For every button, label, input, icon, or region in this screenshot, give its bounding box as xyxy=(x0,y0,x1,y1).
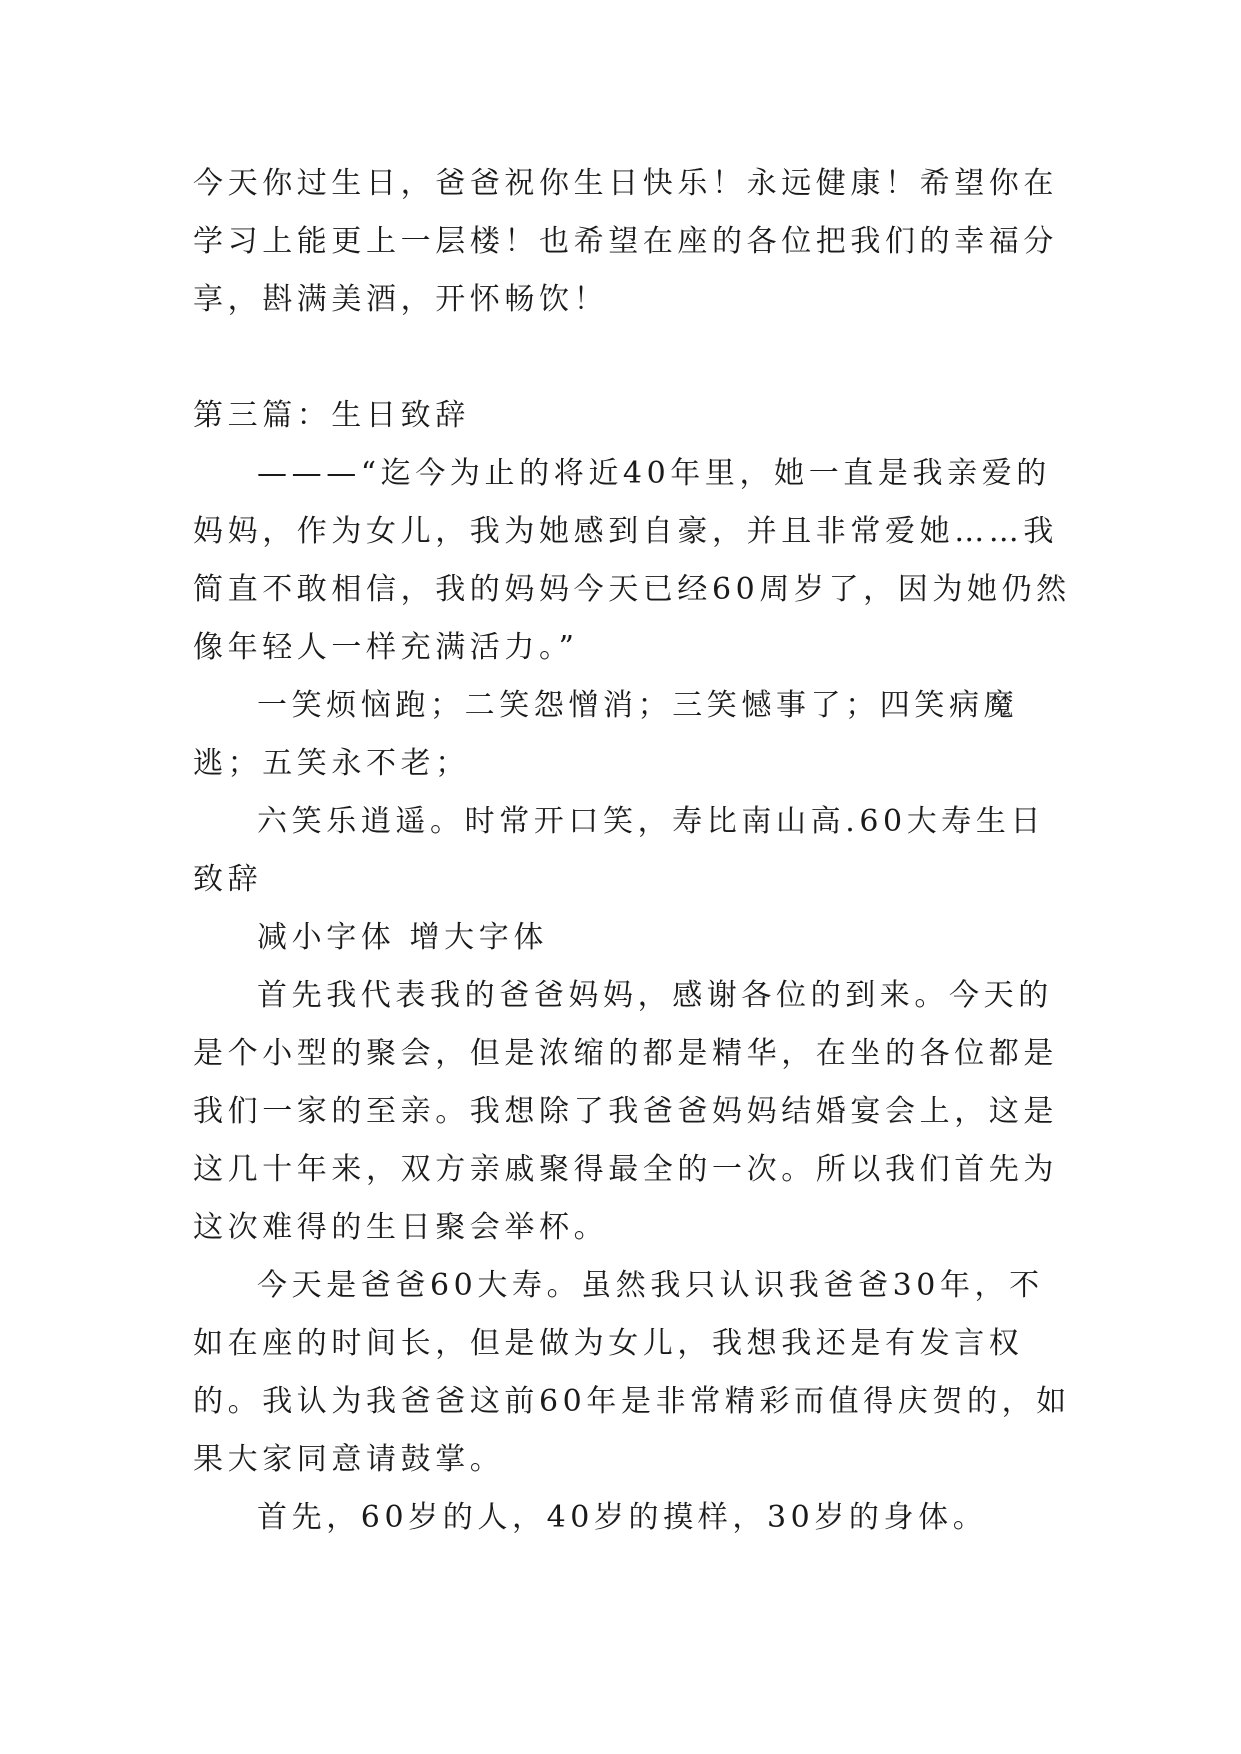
document-body xyxy=(193,155,1073,1547)
sixtieth-birthday-paragraph: 今天是爸爸60大寿。虽然我只认识我爸爸30年，不如在座的时间长，但是做为女儿，我想我还是有发言权的。我认为我爸爸这前60年是非常精彩而值得庆贺的，如果大家同意请鼓掌。 xyxy=(193,1268,1071,1477)
birthday-wish-paragraph: 今天你过生日，爸爸祝你生日快乐！永远健康！希望你在学习上能更上一层楼！也希望在座的各位把我们的幸福分享，斟满美酒，开怀畅饮！ xyxy=(193,166,1058,317)
font-size-controls-text: 减小字体 增大字体 xyxy=(257,920,548,955)
section-heading: 第三篇：生日致辞 xyxy=(193,398,470,433)
section-spacer xyxy=(193,329,1073,387)
thanks-paragraph: 首先我代表我的爸爸妈妈，感谢各位的到来。今天的是个小型的聚会，但是浓缩的都是精华，在坐的各位都是我们一家的至亲。我想除了我爸爸妈妈结婚宴会上，这是这几十年来，双方亲戚聚得最全的一次。所以我们首先为这次难得的生日聚会举杯。 xyxy=(193,978,1058,1245)
quote-paragraph: ———“迄今为止的将近40年里，她一直是我亲爱的妈妈，作为女儿，我为她感到自豪，并且非常爱她……我简直不敢相信，我的妈妈今天已经60周岁了，因为她仍然像年轻人一样充满活力。” xyxy=(193,456,1071,665)
laughs-continuation-paragraph: 六笑乐逍遥。时常开口笑，寿比南山高.60大寿生日致辞 xyxy=(193,804,1046,897)
closing-paragraph: 首先，60岁的人，40岁的摸样，30岁的身体。 xyxy=(257,1500,988,1535)
laughs-paragraph: 一笑烦恼跑；二笑怨憎消；三笑憾事了；四笑病魔逃；五笑永不老； xyxy=(193,688,1019,781)
